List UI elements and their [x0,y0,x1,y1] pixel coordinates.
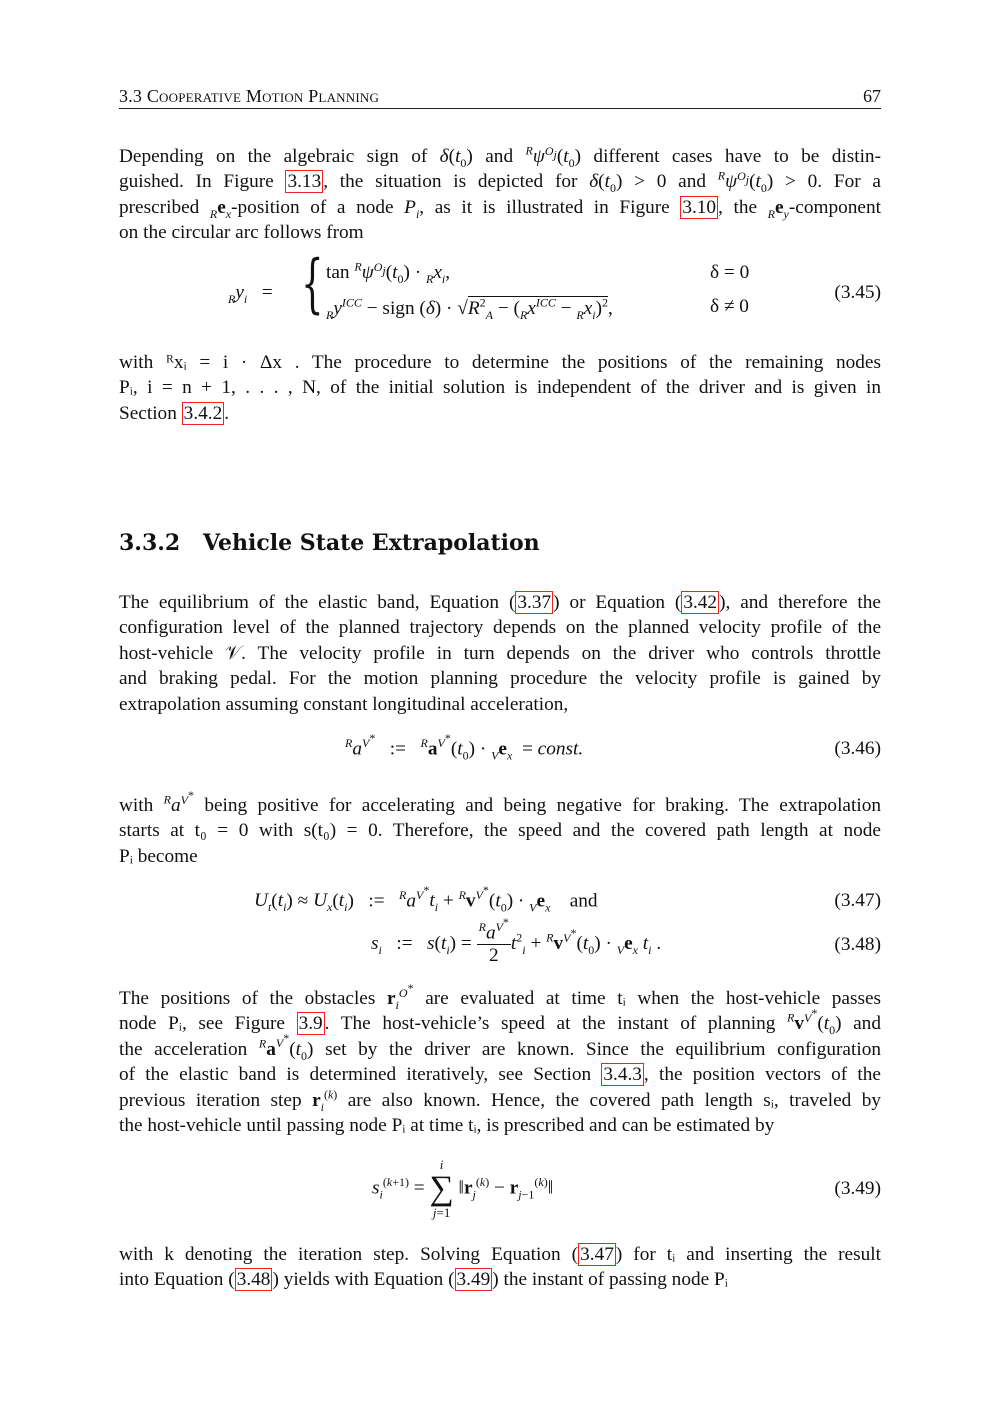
equation-3-46: $^Ra^{V^*}$ := $^Ra^{V^*}(t_0) \cdot _Ve_x$ = const. [345,731,584,763]
text-line: the host-vehicle until passing node Pᵢ at time tᵢ, is prescribed and can be estimated by [119,1115,775,1137]
equation-3-45-lhs: $_Ry_i$ = [228,282,273,306]
cases-brace: { [301,247,324,321]
text-line: guished. In Figure 3.13 , the situation is depicted for $\delta(t_0) > 0$ and $^R\psi^{O_j}(t_0) > 0$. For a [119,168,881,196]
equation-number-3-47: (3.47) [834,890,881,911]
figure-ref-3-13[interactable]: 3.13 [287,171,322,193]
section-heading [119,530,540,556]
text-line: the acceleration $^Ra^{V^*}(t_0)$ set by the driver are known. Since the equilibrium configuration [119,1031,881,1063]
equation-ref-3-42[interactable]: 3.42 [683,592,718,613]
text-line: The positions of the obstacles $r_i^{O^*}$ are evaluated at time tᵢ when the host-vehicle passes [119,980,882,1012]
text-line: The equilibrium of the elastic band, Equation ( 3.37 ) or Equation ( 3.42 ), and therefore the [119,592,881,613]
paragraph-2 [119,350,881,426]
equation-ref-3-49[interactable]: 3.49 [456,1269,491,1291]
section-title: Vehicle State Extrapolation [203,530,540,556]
text-line: previous iteration step $r_i^{(k)}$ are also known. Hence, the covered path length sᵢ, traveled by [119,1087,881,1114]
equation-3-48: $s_i$ := $s(t_i)$ = $\frac{^Ra^{V^*}}{2}$ $t^2_i + ^Rv^{V^*}(t_0) \cdot _Ve_x$ $t_i$ . [371,915,662,967]
fraction: $\frac{^Ra^{V^*}}{2}$ [478,915,509,967]
equation-number-3-49: (3.49) [834,1178,881,1199]
text-line: Depending on the algebraic sign of $\delta(t_0)$ and $^R\psi^{O_j}(t_0)$ different cases have to be distin- [119,143,881,170]
section-ref-3-4-2[interactable]: 3.4.2 [183,402,223,424]
equation-3-47: $U_t(t_i) \approx U_x(t_i)$ := $^Ra^{V^*}t_i + ^Rv^{V^*}(t_0) \cdot _Ve_x$ and [254,883,598,915]
header-section-title: 3.3 Cooperative Motion Planning [119,86,380,106]
equation-3-45-case-2: $_Ry^{ICC}$ − sign $(\delta) \cdot √R^2_A - (_Rx^{ICC} - _Rx_i)^2$, [326,295,613,322]
text-line: Pᵢ, i = n + 1, . . . , N, of the initial solution is independent of the driver and is given in [119,377,881,399]
text-line: Section 3.4.2 . [119,402,230,424]
equation-3-45-case-1: $\tan ^R\psi^{O_j}(t_0) \cdot _Rx_i$, [326,259,451,286]
text-line: host-vehicle 𝒱. The velocity profile in turn depends on the driver who controls throttle [119,642,881,664]
summation: i ∑ j=1 [429,1157,454,1220]
text-line: node Pᵢ, see Figure 3.9 . The host-vehicle’s speed at the instant of planning $^Rv^{V^*}(t_0)$ and [119,1005,881,1038]
equation-ref-3-37[interactable]: 3.37 [517,592,552,613]
equation-number-3-48: (3.48) [834,934,881,955]
equation-3-49: $s_i^{(k+1)} = i$ ∑ j=1 $‖r_j^{(k)}$ − $r_{j-1}^{(k)}‖$ [372,1157,554,1220]
text-line: starts at t₀ = 0 with s(t₀) = 0. Therefore, the speed and the covered path length at node [119,820,881,842]
equation-3-45-cond-1: δ = 0 [710,262,750,283]
text-line: prescribed $_Re_x$-position of a node $P_i$, as it is illustrated in Figure 3.10 , the $_Re_y$-component [119,196,881,221]
page-number: 67 [863,86,881,106]
running-header [119,86,881,109]
text-line: on the circular arc follows from [119,222,364,244]
section-ref-3-4-3[interactable]: 3.4.3 [603,1064,642,1086]
equation-number-3-45: (3.45) [834,282,881,303]
paragraph-5 [119,980,882,1138]
text-line: with $^Ra^{V^*}$ being positive for accelerating and being negative for braking. The extrapolation [119,787,881,816]
paragraph-3 [119,590,881,717]
text-line: into Equation ( 3.48 ) yields with Equation ( 3.49 ) the instant of passing node Pᵢ [119,1269,728,1291]
paragraph-6 [119,1242,881,1293]
paragraph-1 [119,144,881,246]
equation-number-3-46: (3.46) [834,738,881,759]
text-line: with k denoting the iteration step. Solving Equation ( 3.47 ) for tᵢ and inserting the result [119,1244,881,1265]
text-line: Pᵢ become [119,845,198,867]
figure-ref-3-9[interactable]: 3.9 [298,1013,323,1035]
text-line: with ᴿxᵢ = i · Δx . The procedure to determine the positions of the remaining nodes [119,352,881,373]
text-line: extrapolation assuming constant longitudinal acceleration, [119,693,569,715]
section-number: 3.3.2 [119,530,181,556]
text-line: of the elastic band is determined iteratively, see Section 3.4.3 , the position vectors of the [119,1064,881,1086]
equation-3-45-cond-2: δ ≠ 0 [710,296,749,317]
equation-ref-3-48[interactable]: 3.48 [236,1269,271,1291]
equation-ref-3-47[interactable]: 3.47 [580,1244,614,1265]
paragraph-4 [119,787,881,869]
text-line: and braking pedal. For the motion planning procedure the velocity profile is gained by [119,668,881,690]
text-line: configuration level of the planned trajectory depends on the planned velocity profile of the [119,617,881,639]
figure-ref-3-10[interactable]: 3.10 [682,196,717,218]
